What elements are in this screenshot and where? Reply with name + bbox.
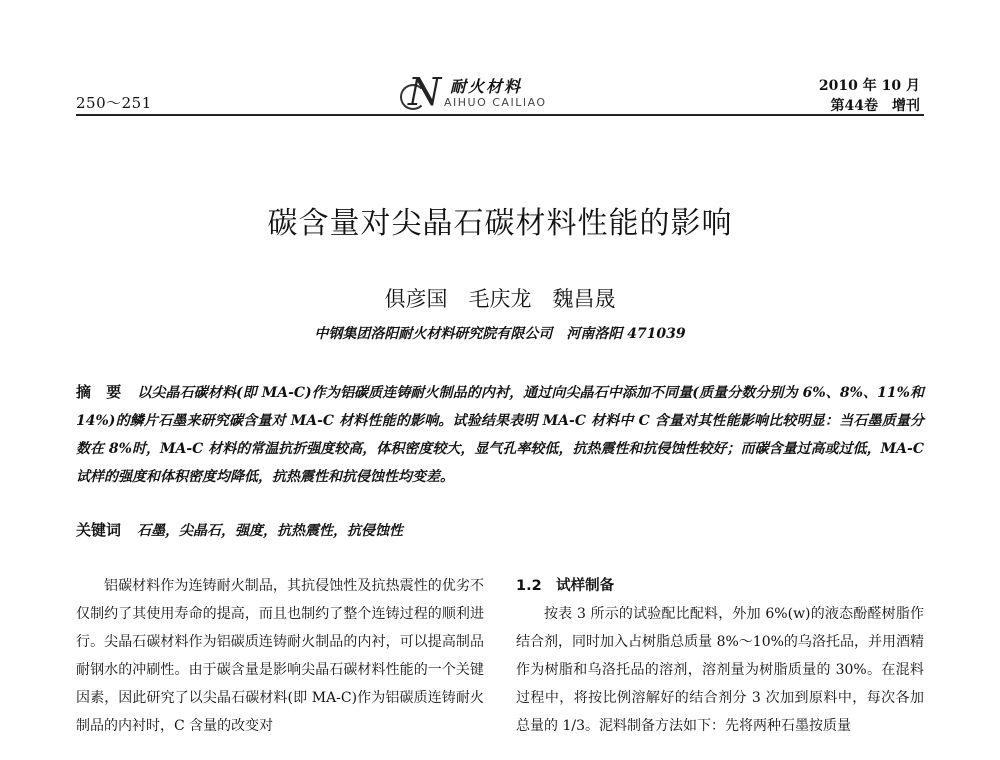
issue-info (819, 76, 920, 116)
keywords (76, 516, 924, 545)
affiliation: 中钢集团洛阳耐火材料研究院有限公司 河南洛阳 471039 (314, 326, 686, 342)
body-column-right (516, 572, 924, 740)
keywords-text: 石墨，尖晶石，强度，抗热震性，抗侵蚀性 (137, 523, 404, 539)
header-rule (76, 114, 924, 116)
journal-logo (400, 70, 560, 114)
method-paragraph: 按表 3 所示的试验配比配料，外加 6%(w)的液态酚醛树脂作结合剂，同时加入占树脂总质量 8%～10%的乌洛托品，并用酒精作为树脂和乌洛托品的溶剂，溶剂量为树脂质量的 30%。在混料过程中，将按比例溶解好的结合剂分 3 次加到原料中，每次各加总量的 1/3。泥料制备方法如下：先将两种石墨按质量 (516, 606, 924, 734)
section-heading: 1.2 试样制备 (516, 578, 615, 594)
intro-paragraph: 铝碳材料作为连铸耐火制品，其抗侵蚀性及抗热震性的优劣不仅制约了其使用寿命的提高，而且也制约了整个连铸过程的顺利进行。尖晶石碳材料作为铝碳质连铸耐火制品的内衬，可以提高制品耐钢水的冲刷性。由于碳含量是影响尖晶石碳材料性能的一个关键因素，因此研究了以尖晶石碳材料(即 MA-C)作为铝碳质连铸耐火制品的内衬时，C 含量的改变对 (76, 578, 484, 734)
abstract-label: 摘 要 (76, 383, 122, 401)
logo-letter: N (408, 70, 442, 114)
abstract-text: 以尖晶石碳材料(即 MA-C)作为铝碳质连铸耐火制品的内衬，通过向尖晶石中添加不同量(质量分数分别为 6%、8%、11%和 14%)的鳞片石墨来研究碳含量对 MA-C 材料性能的影响。试验结果表明 MA-C 材料中 C 含量对其性能影响比较明显：当石墨质量分数在 8%时，MA-C 材料的常温抗折强度较高，体积密度较大，显气孔率较低，抗热震性和抗侵蚀性较好；而碳含量过高或过低，MA-C 试样的强度和体积密度均降低，抗热震性和抗侵蚀性均变差。 (76, 385, 924, 485)
keywords-label: 关键词 (76, 521, 122, 539)
journal-name-en: AIHUO CAILIAO (444, 96, 547, 109)
page-range: 250～251 (76, 94, 152, 112)
journal-name-cn: 耐火材料 (450, 77, 523, 96)
issue-date: 2010 年 10 月 (818, 78, 920, 94)
author-list: 俱彦国 毛庆龙 魏昌晟 (384, 287, 616, 311)
article-title: 碳含量对尖晶石碳材料性能的影响 (267, 206, 733, 241)
body-column-left (76, 572, 484, 740)
abstract (76, 378, 924, 491)
issue-volume: 第44卷 增刊 (830, 98, 920, 114)
